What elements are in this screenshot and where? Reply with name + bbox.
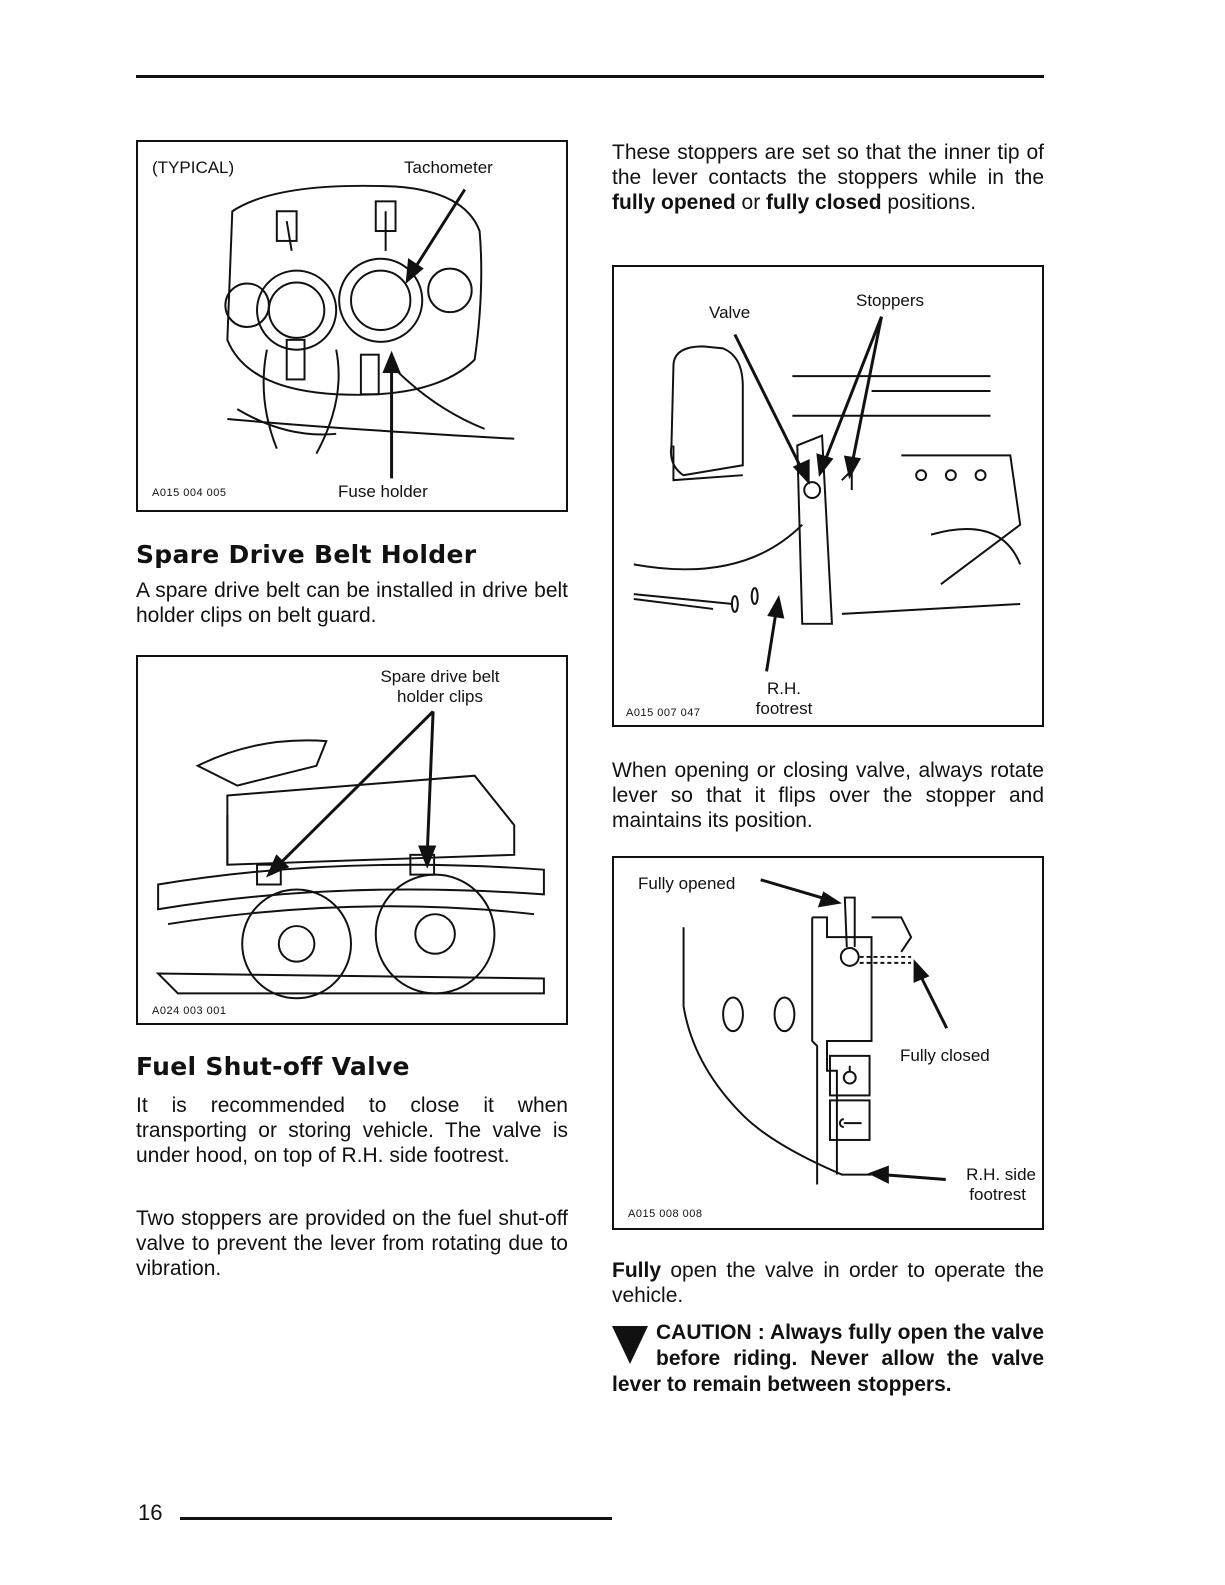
- rotate-lever-paragraph: When opening or closing valve, always rotate lever so that it flips over the stopper and maintains its position.: [612, 759, 1044, 832]
- belt-holder-illustration: [138, 657, 566, 1023]
- typical-label: (TYPICAL): [152, 158, 235, 177]
- fully-opened-label: Fully opened: [638, 874, 736, 893]
- fuel-valve-heading: Fuel Shut-off Valve: [136, 1052, 410, 1081]
- figure-tachometer: [136, 140, 568, 512]
- stoppers-illustration: [614, 267, 1042, 725]
- tachometer-label: Tachometer: [404, 158, 493, 177]
- fuel-valve-text1: It is recommended to close it when transporting or storing vehicle. The valve is under hood, on top of R.H. side footrest.: [136, 1094, 568, 1167]
- figure-code: A015 004 005: [152, 487, 227, 499]
- page-number: 16: [138, 1500, 163, 1525]
- figure-code: A024 003 001: [152, 1005, 227, 1017]
- figure-belt-holder: [136, 655, 568, 1025]
- valve-label: Valve: [709, 303, 751, 322]
- rh-side-footrest-label-line2: footrest: [969, 1185, 1026, 1204]
- tachometer-illustration: [138, 142, 566, 510]
- caution-note: [612, 1320, 1044, 1398]
- clips-label-line1: Spare drive belt: [380, 667, 500, 686]
- rh-side-footrest-label-line1: R.H. side: [966, 1165, 1036, 1184]
- footrest-label-line1: R.H.: [767, 679, 801, 698]
- stoppers-paragraph: These stoppers are set so that the inner tip of the lever contacts the stoppers while in the fully opened or fully closed positions.: [612, 141, 1044, 214]
- fuse-holder-label: Fuse holder: [338, 482, 428, 501]
- top-rule: [136, 75, 1044, 78]
- belt-holder-heading: Spare Drive Belt Holder: [136, 540, 477, 569]
- bottom-rule: [180, 1517, 612, 1520]
- figure-stoppers: [612, 265, 1044, 727]
- fuel-valve-text2: Two stoppers are provided on the fuel shut-off valve to prevent the lever from rotating due to vibration.: [136, 1207, 568, 1280]
- figure-code: A015 007 047: [626, 707, 701, 719]
- footrest-label-line2: footrest: [755, 699, 813, 718]
- caution-text: CAUTION : Always fully open the valve before riding. Never allow the valve lever to remain between stoppers.: [612, 1321, 1044, 1396]
- figure-valve-positions: [612, 856, 1044, 1230]
- figure-code: A015 008 008: [628, 1208, 703, 1220]
- belt-holder-text: A spare drive belt can be installed in drive belt holder clips on belt guard.: [136, 579, 568, 627]
- stoppers-label: Stoppers: [856, 291, 925, 310]
- fully-closed-label: Fully closed: [900, 1046, 990, 1065]
- clips-label-line2: holder clips: [397, 687, 483, 706]
- fully-open-paragraph: Fully open the valve in order to operate the vehicle.: [612, 1259, 1044, 1307]
- warning-triangle-icon: [612, 1326, 648, 1364]
